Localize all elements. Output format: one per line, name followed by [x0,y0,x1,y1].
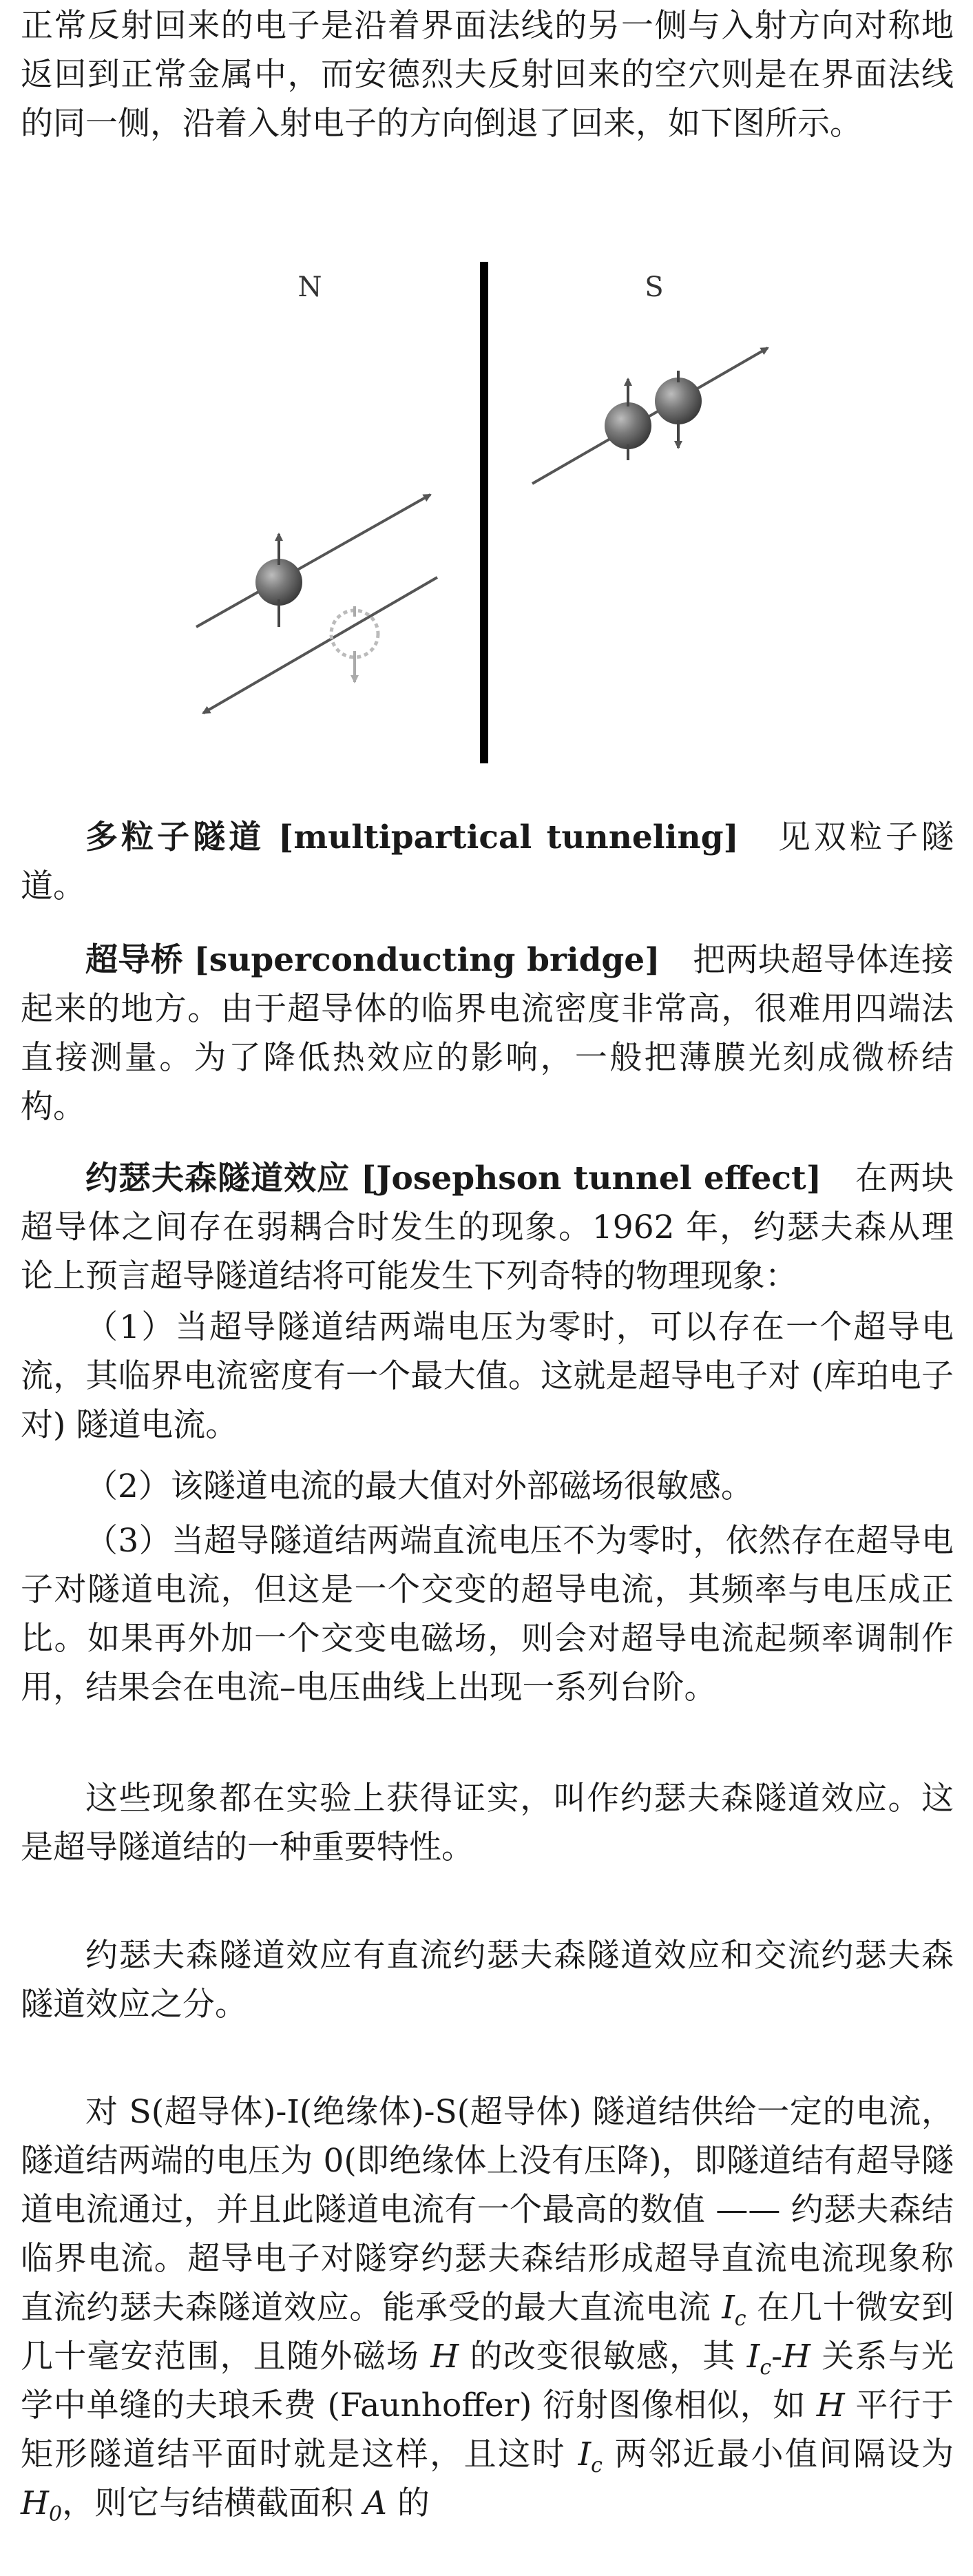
entry-body: 在两块超导体之间存在弱耦合时发生的现象。1962 年，约瑟夫森从理论上预言超导隧道结将可能发生下列奇特的物理现象： [21,1160,954,1295]
figure-label-s: S [645,271,664,303]
figure-label-n: N [297,271,322,303]
entry-body: 见双粒子隧道。 [21,818,954,905]
math-sub: c [591,2453,603,2477]
text-run: 两邻近最小值间隔设为 [602,2435,954,2473]
paragraph-dc-ac: 约瑟夫森隧道效应有直流约瑟夫森隧道效应和交流约瑟夫森隧道效应之分。 [21,1937,954,2023]
text-run: ，则它与结横截面积 [62,2484,364,2522]
math-sub: c [734,2307,746,2331]
math-var: H [21,2484,49,2522]
math-ic [722,2289,746,2331]
text-run: 平行于矩形隧道结平面时就是这样，且这时 [21,2387,954,2473]
math-sub: 0 [49,2502,63,2526]
incident-electron-arrow [196,495,430,627]
entry-term: 多粒子隧道 [85,818,265,856]
text-run: 对 S(超导体)-I(绝缘体)-S(超导体) 隧道结供给一定的电流，隧道结两端的电压为 0(即绝缘体上没有压降)，即隧道结有超导隧道电流通过，并且此隧道电流有一个最高的数值 —— 约瑟夫森结临界电流。超导电子对隧穿约瑟夫森结形成超导直流电流现象称直流约瑟夫森隧道效应。能承受的最大直流电流 [21,2093,954,2327]
list-item-2: （2）该隧道电流的最大值对外部磁场很敏感。 [85,1467,753,1505]
cooper-pair-arrow [532,348,768,484]
paragraph-dc-josephson [21,2088,954,2528]
list-item-3: （3）当超导隧道结两端直流电压不为零时，依然存在超导电子对隧道电流，但这是一个交变的超导电流，其频率与电压成正比。如果再外加一个交变电磁场，则会对超导电流起频率调制作用，结果会在电流–电压曲线上出现一系列台阶。 [21,1522,954,1707]
math-sub: c [760,2356,772,2380]
reflected-hole-arrow [203,577,437,713]
intro-paragraph: 正常反射回来的电子是沿着界面法线的另一侧与入射方向对称地返回到正常金属中，而安德烈夫反射回来的空穴则是在界面法线的同一侧，沿着入射电子的方向倒退了回来，如下图所示。 [21,7,954,143]
entry-superconducting-bridge [21,936,954,1131]
entry-body: 把两块超导体连接起来的地方。由于超导体的临界电流密度非常高，很难用四端法直接测量。为了降低热效应的影响，一般把薄膜光刻成微桥结构。 [21,941,954,1126]
paragraph-verification: 这些现象都在实验上获得证实，叫作约瑟夫森隧道效应。这是超导隧道结的一种重要特性。 [21,1780,954,1866]
math-var: I [722,2289,735,2327]
math-ic [746,2338,772,2380]
math-h0 [21,2484,63,2526]
entry-josephson-tunnel-effect [21,1154,954,1301]
andreev-reflection-figure [0,241,973,779]
entry-multiparticle-tunneling [21,813,954,911]
entry-english: [multipartical tunneling] [278,818,739,856]
list-item-1: （1）当超导隧道结两端电压为零时，可以存在一个超导电流，其临界电流密度有一个最大值。这就是超导电子对 (库珀电子对) 隧道电流。 [21,1308,954,1444]
math-var: I [746,2338,760,2376]
entry-english: [superconducting bridge] [193,941,660,979]
hole-icon [331,606,378,682]
entry-term: 约瑟夫森隧道效应 [85,1160,351,1197]
text-run: - [771,2338,783,2376]
math-var: I [578,2435,592,2473]
text-run: 的 [387,2484,430,2522]
math-h: H [782,2338,811,2376]
math-h: H [430,2338,459,2376]
electron-icon [255,534,302,627]
entry-english: [Josephson tunnel effect] [361,1160,822,1197]
interface-line [480,262,488,763]
math-a: A [364,2484,387,2522]
text-run: 的改变很敏感，其 [459,2338,747,2376]
entry-term: 超导桥 [85,941,184,979]
math-h: H [816,2387,845,2424]
math-ic [578,2435,603,2477]
text-run: 关系与光学中单缝的夫琅禾费 (Faunhoffer) 衍射图像相似，如 [21,2338,954,2424]
text-run: 在几十微安到几十毫安范围，且随外磁场 [21,2289,954,2376]
